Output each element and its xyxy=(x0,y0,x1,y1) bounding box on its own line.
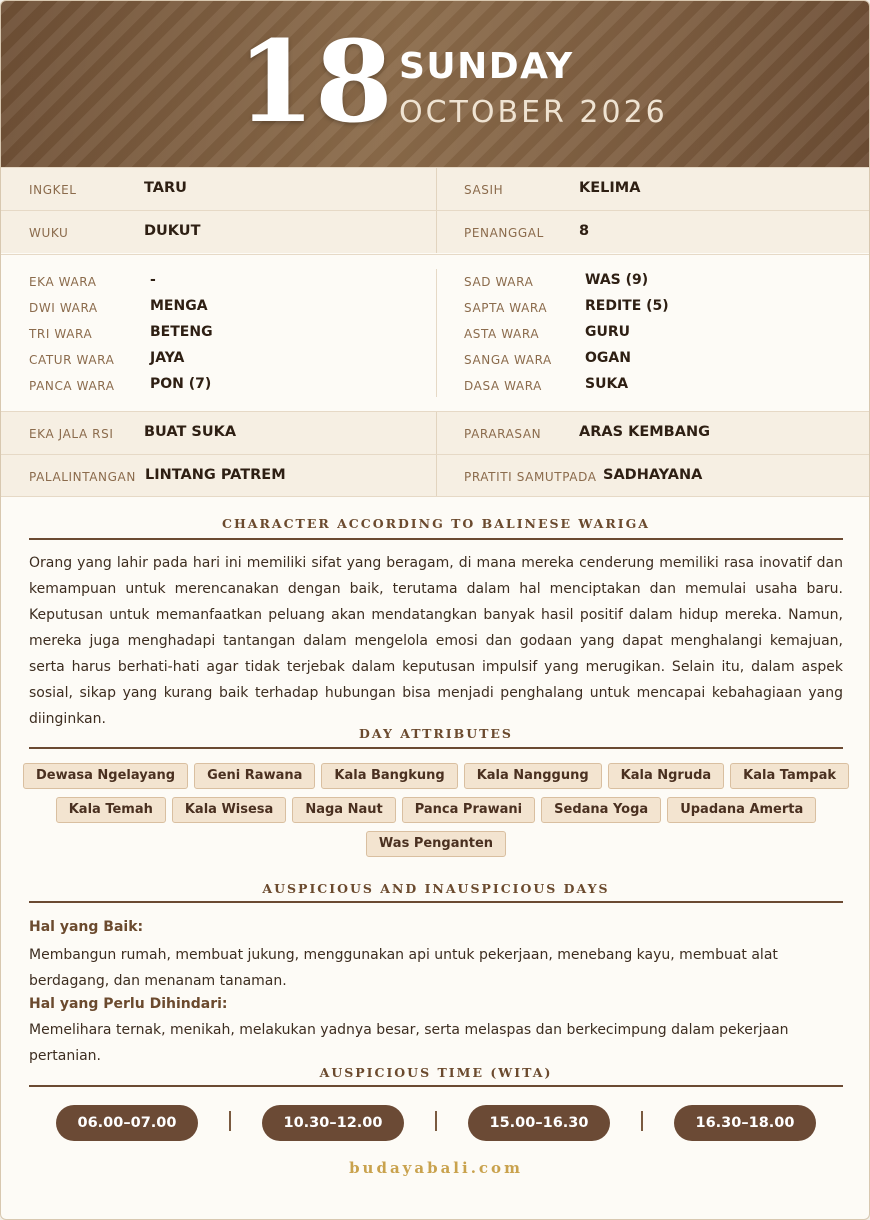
month-year: OCTOBER 2026 xyxy=(399,95,668,130)
pararasan-cell xyxy=(436,412,870,454)
time-slot: 15.00–16.30 xyxy=(468,1105,610,1141)
section-rule xyxy=(29,538,843,540)
eka-jala-rsi-label: EKA JALA RSI xyxy=(29,427,114,441)
tag-row xyxy=(29,763,843,789)
eka-wara-label: EKA WARA xyxy=(29,275,97,289)
day-number: 18 xyxy=(237,17,393,148)
tag-row xyxy=(29,797,843,823)
pratiti-samutpada-label: PRATITI SAMUTPADA xyxy=(464,470,597,484)
slot-separator xyxy=(229,1111,231,1131)
palalintangan-label: PALALINTANGAN xyxy=(29,470,136,484)
time-slot: 16.30–18.00 xyxy=(674,1105,816,1141)
wara-row xyxy=(464,347,864,373)
sad-wara-value: WAS (9) xyxy=(585,272,649,288)
sasih-cell xyxy=(436,168,870,210)
date-header xyxy=(1,1,870,167)
sasih-label: SASIH xyxy=(464,183,504,197)
wara-row xyxy=(464,269,864,295)
attribute-tag: Kala Nanggung xyxy=(464,763,602,789)
wara-row xyxy=(464,373,864,399)
character-text: Orang yang lahir pada hari ini memiliki sifat yang beragam, di mana mereka cenderung memiliki rasa inovatif dan kemampuan untuk merencanakan dengan baik, terutama dalam hal menciptakan dan memulai usaha baru. Keputusan untuk memanfaatkan peluang akan mendatangkan banyak hasil positif dalam hidup mereka. Namun, mereka juga menghadapi tantangan dalam mengelola emosi dan godaan yang dapat menghalangi kemajuan, serta harus berhati-hati agar tidak terjebak dalam keputusan impulsif yang merugikan. Selain itu, dalam aspek sosial, sikap yang kurang baik terhadap hubungan bisa menjadi penghalang untuk mencapai kebahagiaan yang diinginkan. xyxy=(29,555,843,727)
good-text: Membangun rumah, membuat jukung, menggunakan api untuk pekerjaan, menebang kayu, membuat alat berdagang, dan menanam tanaman. xyxy=(29,947,778,989)
attribute-tag: Kala Ngruda xyxy=(608,763,725,789)
tri-wara-label: TRI WARA xyxy=(29,327,93,341)
slot-separator xyxy=(641,1111,643,1131)
pararasan-value: ARAS KEMBANG xyxy=(579,424,710,440)
avoid-text: Memelihara ternak, menikah, melakukan yadnya besar, serta melaspas dan berkecimpung dalam pekerjaan pertanian. xyxy=(29,1022,789,1064)
wara-row xyxy=(464,321,864,347)
penanggal-value: 8 xyxy=(579,223,590,239)
dasa-wara-value: SUKA xyxy=(585,376,629,392)
wara-row xyxy=(464,295,864,321)
attribute-tag: Kala Bangkung xyxy=(321,763,457,789)
attribute-tag: Dewasa Ngelayang xyxy=(23,763,188,789)
pratiti-samutpada-value: SADHAYANA xyxy=(603,467,703,483)
character-title: CHARACTER ACCORDING TO BALINESE WARIGA xyxy=(222,516,650,531)
attribute-tag: Upadana Amerta xyxy=(667,797,816,823)
wara-row xyxy=(29,269,429,295)
wara-divider xyxy=(436,269,437,397)
palalintangan-value: LINTANG PATREM xyxy=(145,467,286,483)
dasa-wara-label: DASA WARA xyxy=(464,379,542,393)
sapta-wara-label: SAPTA WARA xyxy=(464,301,548,315)
sanga-wara-value: OGAN xyxy=(585,350,631,366)
attribute-tag: Sedana Yoga xyxy=(541,797,661,823)
tri-wara-value: BETENG xyxy=(150,324,213,340)
times-title: AUSPICIOUS TIME (WITA) xyxy=(319,1065,553,1080)
eka-jala-rsi-value: BUAT SUKA xyxy=(144,424,237,440)
ingkel-cell xyxy=(1,168,436,210)
wara-row xyxy=(29,347,429,373)
section-rule xyxy=(29,1085,843,1087)
asta-wara-value: GURU xyxy=(585,324,631,340)
days-title: AUSPICIOUS AND INAUSPICIOUS DAYS xyxy=(262,881,610,896)
asta-wara-label: ASTA WARA xyxy=(464,327,540,341)
tag-row xyxy=(29,831,843,857)
attribute-tag: Kala Tampak xyxy=(730,763,849,789)
attribute-tags xyxy=(29,763,843,865)
wuku-value: DUKUT xyxy=(144,223,201,239)
penanggal-label: PENANGGAL xyxy=(464,226,544,240)
wuku-cell xyxy=(1,211,436,253)
attribute-tag: Kala Temah xyxy=(56,797,166,823)
sasih-value: KELIMA xyxy=(579,180,641,196)
avoid-heading: Hal yang Perlu Dihindari: xyxy=(29,996,228,1012)
attribute-tag: Kala Wisesa xyxy=(172,797,286,823)
info-row-ekajalarsi-pararasan xyxy=(1,411,870,454)
dwi-wara-value: MENGA xyxy=(150,298,208,314)
divider xyxy=(1,496,870,497)
pratiti-samutpada-cell xyxy=(436,455,870,497)
sad-wara-label: SAD WARA xyxy=(464,275,534,289)
slot-separator xyxy=(435,1111,437,1131)
weekday: SUNDAY xyxy=(399,46,574,87)
wara-row xyxy=(29,321,429,347)
catur-wara-label: CATUR WARA xyxy=(29,353,115,367)
info-row-wuku-penanggal xyxy=(1,210,870,253)
good-heading: Hal yang Baik: xyxy=(29,919,144,935)
wara-row xyxy=(29,373,429,399)
attribute-tag: Naga Naut xyxy=(292,797,395,823)
panca-wara-label: PANCA WARA xyxy=(29,379,115,393)
attribute-tag: Panca Prawani xyxy=(402,797,535,823)
attributes-title: DAY ATTRIBUTES xyxy=(359,726,513,741)
section-rule xyxy=(29,747,843,749)
wara-row xyxy=(29,295,429,321)
penanggal-cell xyxy=(436,211,870,253)
site-footer[interactable]: budayabali.com xyxy=(349,1159,523,1177)
time-slot: 10.30–12.00 xyxy=(262,1105,404,1141)
panca-wara-value: PON (7) xyxy=(150,376,212,392)
section-rule xyxy=(29,901,843,903)
info-row-palalintangan-pratiti xyxy=(1,454,870,497)
catur-wara-value: JAYA xyxy=(150,350,185,366)
attribute-tag: Was Penganten xyxy=(366,831,506,857)
eka-jala-rsi-cell xyxy=(1,412,436,454)
ingkel-label: INGKEL xyxy=(29,183,77,197)
palalintangan-cell xyxy=(1,455,436,497)
ingkel-value: TARU xyxy=(144,180,187,196)
time-slot: 06.00–07.00 xyxy=(56,1105,198,1141)
attribute-tag: Geni Rawana xyxy=(194,763,315,789)
sapta-wara-value: REDITE (5) xyxy=(585,298,669,314)
eka-wara-value: - xyxy=(150,272,156,288)
time-slots xyxy=(29,1105,843,1141)
wuku-label: WUKU xyxy=(29,226,69,240)
sanga-wara-label: SANGA WARA xyxy=(464,353,552,367)
pararasan-label: PARARASAN xyxy=(464,427,542,441)
wara-grid xyxy=(1,254,870,411)
dwi-wara-label: DWI WARA xyxy=(29,301,98,315)
info-row-ingkel-sasih xyxy=(1,167,870,210)
